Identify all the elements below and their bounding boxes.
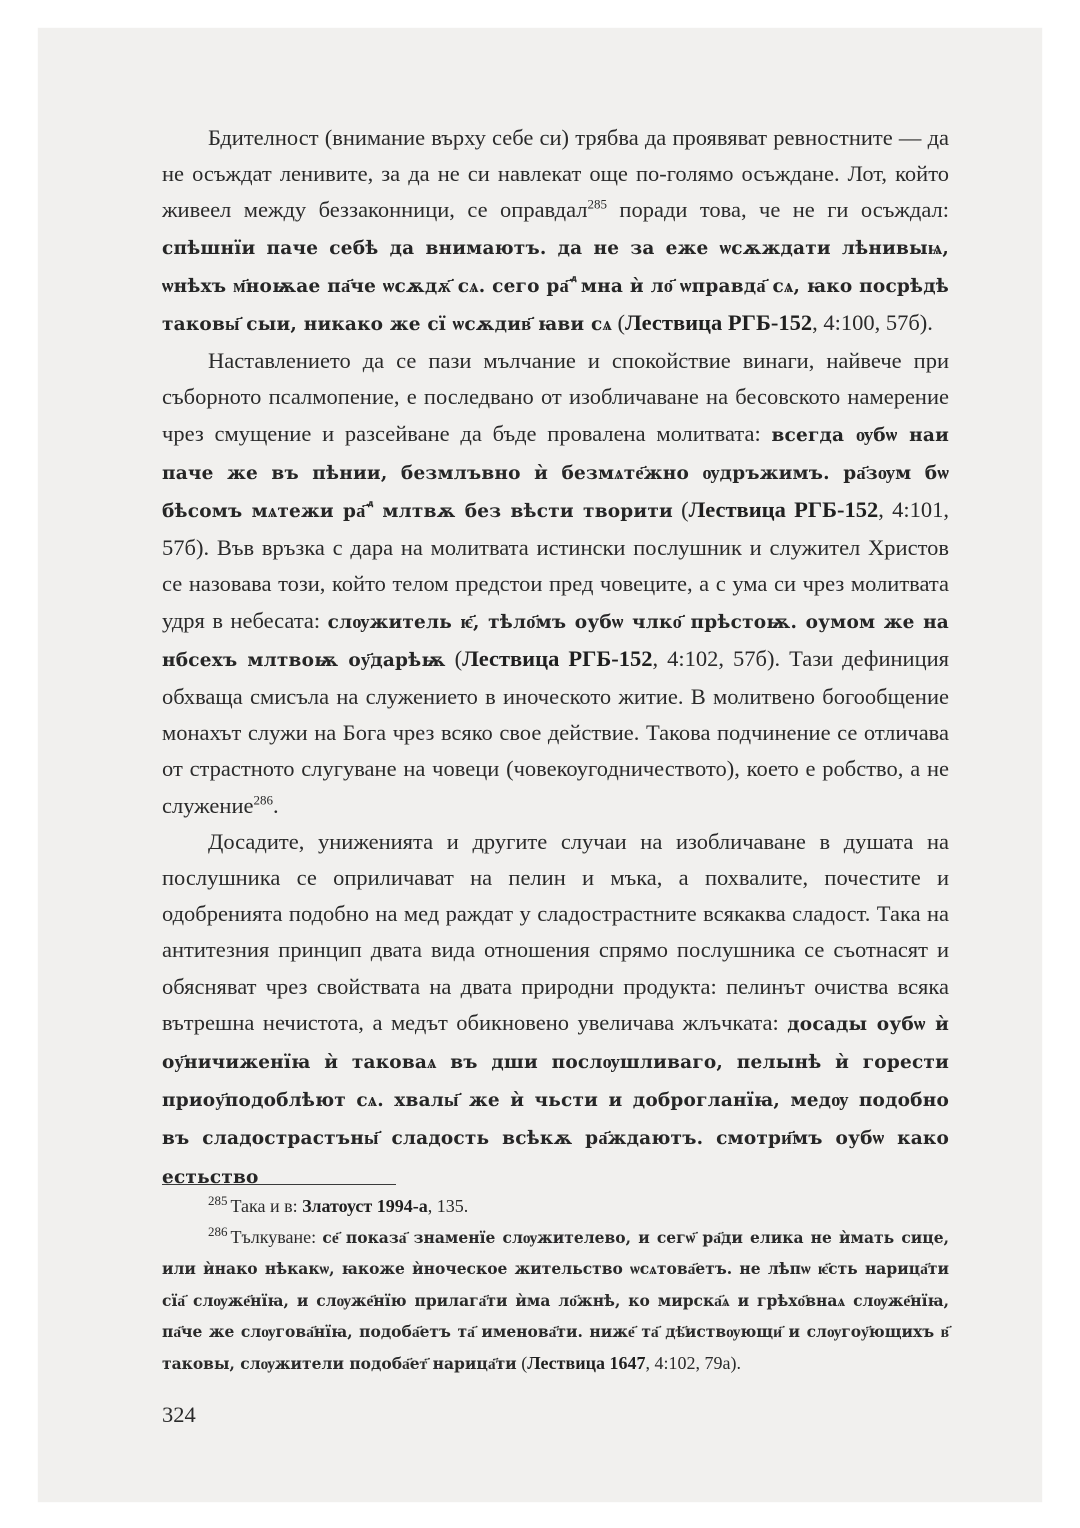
church-slavonic-quote: всегда ѹбѡ наи паче же въ пѣнии, безмлъвно ѝ безмѧте҃жно ѹдръжимъ. ра҃зѹм бѡ бѣсомъ мѧтежи ра҃ ⷣ млтвѫ без вѣсти творити bbox=[162, 424, 950, 523]
footnote-number: 286 bbox=[208, 1223, 228, 1239]
footnote-285 bbox=[162, 1191, 949, 1222]
paragraph-3 bbox=[162, 824, 949, 1196]
text-run: . bbox=[272, 792, 279, 818]
text-run: , 4:102, 57б). Тази дефиниция обхваща смисъла на служението в иноческото житие. В молитвено богообщение монахът служи на Бога чрез всяко свое действие. Такова подчинение се отличава от страстното слугуване на човеци (човекоугодничеството), което е робство, а не служение bbox=[162, 645, 950, 818]
text-run: , 4:101, 57б). Във връзка с дара на молитвата истински послушник и служител Христов се назовава този, който телом предстои пред човеците, а с ума си чрез молитвата удря в небесата: bbox=[162, 497, 949, 633]
church-slavonic-quote: се҃ показа҃ знаменїе слѹжителево, и сегѡ҃ ра҃ди елика не ѝмать сице, или ѝнако нѣкакѡ, ꙗкоже ѝноческое жительство ѡсѧтова҃етъ. не лѣпѡ ѥ҃сть нарица҃ти сїа҃ слѹже҃нїꙗ, и слѹже҃нїю прилага҃ти ѝма ло҃жнѣ, ко мирска҃ѧ и грѣхо҃внаѧ слѹже҃нїꙗ, па҃че же слѹгова҃нїꙗ, подоба҃етъ та҃ именова҃ти. ниже҃ та҃ дѣ҃иствѹющи҃ и слѹгоу҃ющихъ в҃ таковы, слѹжители подоба҃ет҃ нарица҃ти bbox=[162, 1227, 949, 1373]
source-citation: Златоуст 1994-а bbox=[302, 1196, 428, 1216]
church-slavonic-quote: спѣшнїи паче себѣ да внимаютъ. да не за еже ѡсѫждати лѣнивыѩ, ѡнѣхъ м҃ноѭае па҃че ѡсѫдѫ҃ сѧ. сего ра҃ ⷣ мна ѝ ло҃ ѡправда҃ сѧ, ꙗко посрѣдѣ таковы҃ сыи, никако же сї ѡсѫдив҃ ꙗви сѧ bbox=[162, 237, 949, 336]
text-run: Наставлението да се пази мълчание и спокойствие винаги, найвече при съборното псалмопение, е последвано от изобличаване на бесовското намерение чрез смущение и разсейване да бъде провалена молитвата: bbox=[162, 348, 949, 446]
text-run: , 4:102, 79а). bbox=[645, 1352, 741, 1373]
page-number: 324 bbox=[162, 1402, 196, 1427]
text-run: , 4:100, 57б). bbox=[812, 310, 933, 336]
footnote-ref-286: 286 bbox=[253, 792, 273, 808]
text-run: , 135. bbox=[427, 1196, 469, 1216]
text-run: Така и в: bbox=[230, 1196, 303, 1216]
source-citation: Лествица РГБ-152 bbox=[688, 497, 879, 523]
text-run: ( bbox=[516, 1352, 528, 1373]
footnote-number: 285 bbox=[208, 1193, 228, 1208]
source-citation: Лествица 1647 bbox=[527, 1352, 646, 1373]
footnote-separator bbox=[162, 1184, 396, 1185]
book-page bbox=[38, 28, 1042, 1502]
paragraph-1 bbox=[162, 120, 949, 343]
source-citation: Лествица РГБ-152 bbox=[462, 645, 653, 671]
footnote-286 bbox=[162, 1222, 949, 1380]
text-run: поради това, че не ги осъждал: bbox=[606, 197, 949, 223]
text-run: ( bbox=[611, 310, 626, 336]
paragraph-2 bbox=[162, 343, 949, 824]
main-text bbox=[162, 120, 949, 1196]
text-run: ( bbox=[445, 645, 463, 671]
text-run: ( bbox=[672, 497, 689, 523]
church-slavonic-quote: слѹжитель ѥ҃, тѣло҃мъ оубѡ члко҃ прѣстоѭ. оумом же на нбсехъ млтвоѭ оу҃дарѣѭ bbox=[162, 611, 949, 671]
text-run: Тълкуване: bbox=[230, 1226, 323, 1247]
church-slavonic-quote: досады оубѡ ѝ оу҃ничиженїꙗ ѝ таковаѧ въ дши послѹшливаго, пелынѣ ѝ горести приоу҃подоблѣют сѧ. хвалы҃ же ѝ чьсти и доброгланїꙗ, медѹ подобно въ сладострастъны҃ сладость всѣкѫ ра҃ждаютъ. смотри҃мъ оубѡ како естьство bbox=[162, 1013, 950, 1188]
text-run: Досадите, униженията и другите случаи на изобличаване в душата на послушника се оприличават на пелин и мъка, а похвалите, почестите и одобренията подобно на мед раждат у сладострастните всякаква сладост. Така на антитезния принцип двата вида отношения спрямо послушника се съотнасят и обясняват чрез свойствата на двата природни продукта: пелинът очиства всяка вътрешна нечистота, а медът обикновено увеличава жлъчката: bbox=[162, 828, 949, 1035]
source-citation: Лествица РГБ-152 bbox=[625, 310, 813, 336]
footnotes bbox=[162, 1191, 949, 1380]
text-run: Бдителност (внимание върху себе си) трябва да проявяват ревностните — да не осъждат ленивите, за да не си навлекат още по-голямо осъждане. Лот, който живеел между беззаконници, се оправдал bbox=[162, 125, 949, 223]
footnote-ref-285: 285 bbox=[587, 196, 607, 212]
